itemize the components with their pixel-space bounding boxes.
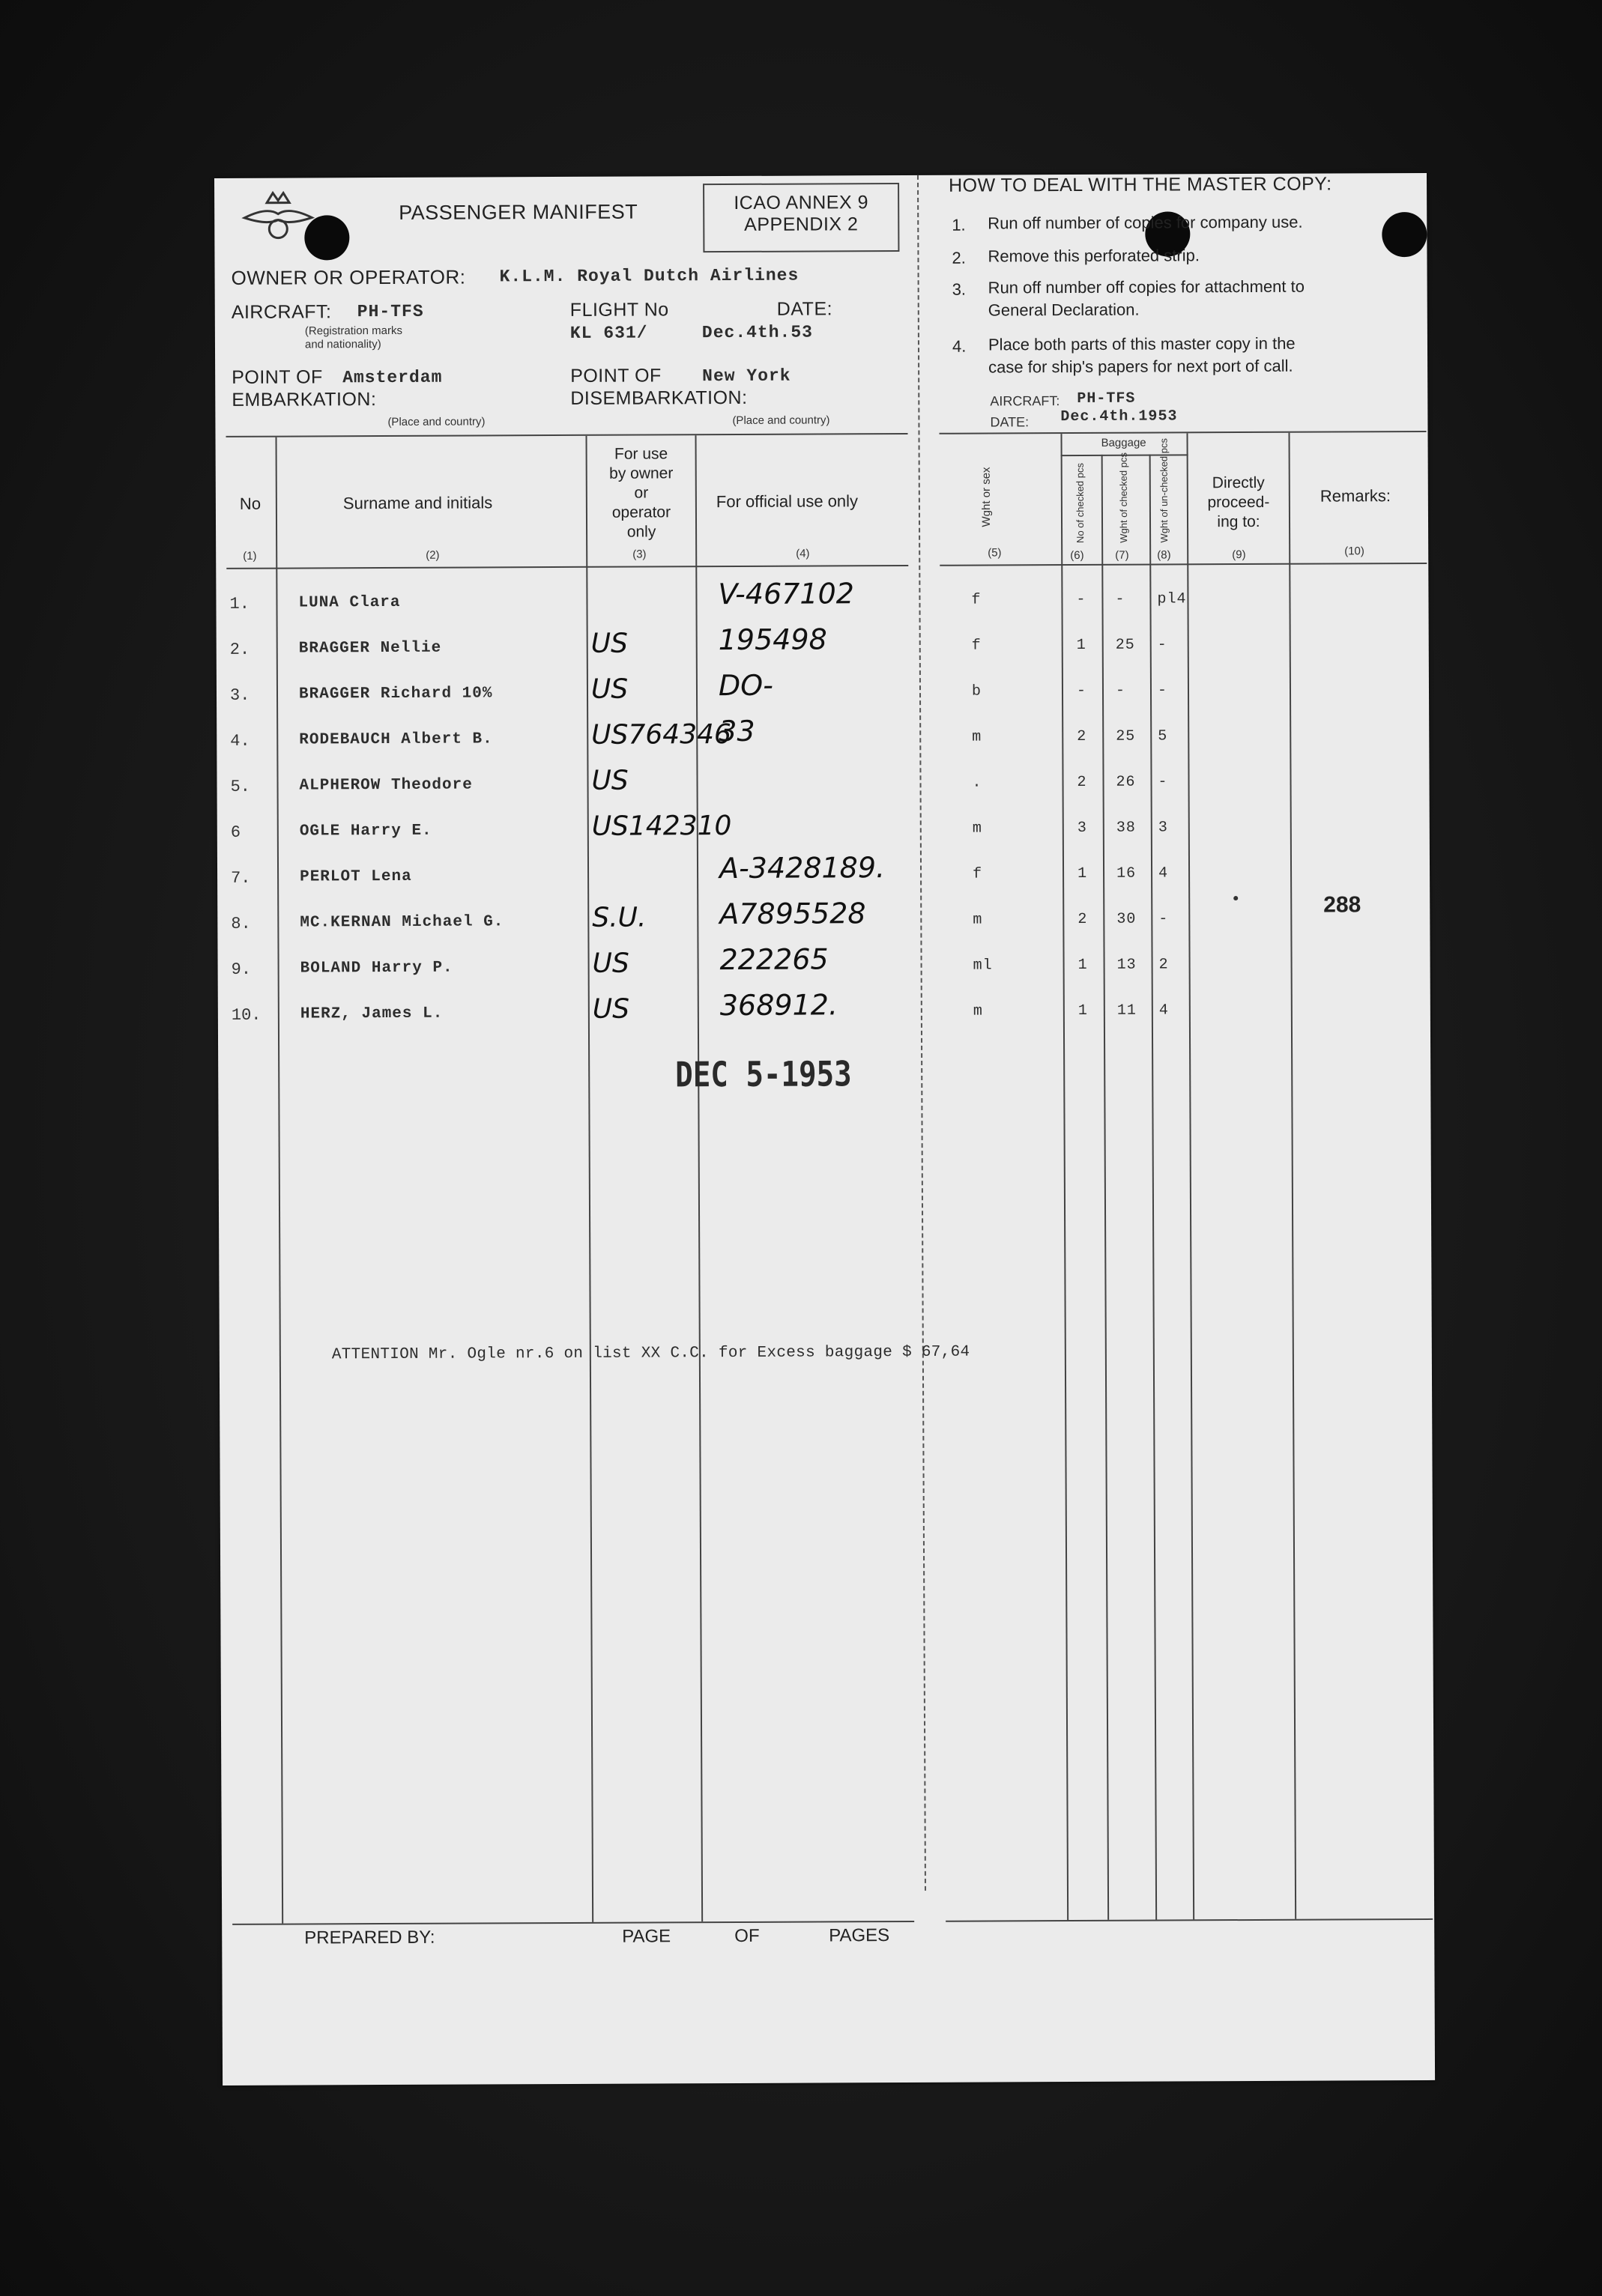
form-title: PASSENGER MANIFEST: [399, 200, 638, 224]
header-weight-sex: Wght or sex: [979, 467, 994, 527]
instruction-2-num: 2.: [952, 248, 966, 267]
passenger-name: OGLE Harry E.: [299, 822, 432, 840]
disembark-label-2: DISEMBARKATION:: [570, 387, 748, 409]
table-top-rule-right: [939, 431, 1426, 434]
owner-label: OWNER OR OPERATOR:: [231, 265, 466, 289]
passenger-name: MC.KERNAN Michael G.: [300, 913, 504, 932]
instruction-4-text: Place both parts of this master copy in the: [988, 333, 1296, 354]
weight-or-sex: m: [973, 1002, 983, 1020]
header-surname-index: (2): [426, 548, 440, 562]
disembark-value: New York: [702, 366, 791, 387]
embark-note: (Place and country): [387, 415, 486, 428]
official-use-entry: 368912.: [719, 988, 838, 1023]
passenger-name: BRAGGER Nellie: [298, 639, 442, 658]
col-divider-5: [1060, 434, 1068, 1920]
embark-label-2: EMBARKATION:: [232, 389, 377, 411]
table-top-rule: [226, 433, 908, 437]
official-use-entry: 33: [719, 714, 755, 748]
header-remarks-index: (10): [1344, 545, 1364, 558]
header-weight-sex-index: (5): [988, 546, 1002, 560]
header-direct-index: (9): [1232, 548, 1246, 562]
checked-weight: 38: [1116, 819, 1136, 837]
header-owner-use-3: or: [634, 484, 649, 502]
date-value: Dec.4th.53: [701, 322, 813, 343]
row-number: 8.: [231, 914, 251, 933]
col-divider-8: [1186, 433, 1194, 1919]
embark-value: Amsterdam: [342, 367, 443, 388]
manifest-sheet: [214, 173, 1435, 2086]
unchecked-weight: -: [1157, 636, 1167, 654]
header-owner-use-2: by owner: [609, 464, 674, 482]
official-use-entry: A7895528: [719, 897, 866, 931]
instruction-4-text2: case for ship's papers for next port of call.: [988, 356, 1293, 377]
annex-line-1: ICAO ANNEX 9: [734, 192, 869, 213]
weight-or-sex: f: [971, 591, 982, 609]
header-direct-3: ing to:: [1217, 512, 1260, 531]
official-use-entry: DO-: [718, 668, 773, 703]
checked-weight: -: [1115, 590, 1125, 608]
col-divider-7: [1149, 455, 1158, 1920]
header-unchecked-wght: Wght of un-checked pcs: [1158, 437, 1170, 543]
row-number: 6: [230, 823, 241, 842]
unchecked-weight: pl4: [1157, 590, 1187, 608]
passenger-name: HERZ, James L.: [300, 1005, 444, 1023]
passenger-name: ALPHEROW Theodore: [299, 776, 473, 795]
row-number: 10.: [231, 1005, 262, 1025]
owner-use-entry: US: [591, 765, 629, 796]
row-number: 2.: [229, 640, 250, 659]
date-label: DATE:: [776, 298, 833, 320]
perforation-line: [917, 175, 926, 1891]
embark-label-1: POINT OF: [232, 366, 323, 388]
weight-or-sex: f: [971, 637, 982, 655]
owner-value: K.L.M. Royal Dutch Airlines: [499, 265, 800, 287]
unchecked-weight: -: [1157, 682, 1168, 700]
header-direct-2: proceed-: [1207, 493, 1270, 512]
passenger-name: PERLOT Lena: [300, 867, 412, 886]
header-no-index: (1): [243, 549, 257, 563]
remarks-number: 288: [1323, 892, 1361, 918]
aircraft-note-1: (Registration marks: [304, 324, 402, 338]
header-checked-wght: Wght of checked pcs: [1117, 452, 1130, 543]
unchecked-weight: 4: [1158, 864, 1169, 882]
header-official-index: (4): [796, 547, 810, 560]
disembark-label-1: POINT OF: [570, 365, 662, 387]
klm-crown-logo: [237, 184, 319, 258]
header-direct-1: Directly: [1212, 473, 1265, 492]
weight-or-sex: .: [972, 774, 982, 792]
row-number: 5.: [230, 777, 251, 796]
owner-use-entry: US764346: [591, 718, 731, 751]
header-owner-use-5: only: [626, 523, 656, 541]
owner-use-entry: S.U.: [592, 902, 647, 933]
checked-pieces: 2: [1077, 727, 1087, 745]
passenger-name: RODEBAUCH Albert B.: [299, 730, 493, 749]
checked-pieces: 1: [1076, 636, 1086, 654]
weight-or-sex: ml: [973, 957, 993, 975]
strip-date-value: Dec.4th.1953: [1060, 408, 1178, 426]
flight-label: FLIGHT No: [569, 299, 669, 321]
table-bottom-rule-right: [946, 1918, 1433, 1922]
checked-pieces: 1: [1077, 864, 1088, 882]
strip-date-label: DATE:: [990, 414, 1030, 430]
owner-use-entry: US: [592, 993, 630, 1025]
instruction-3-text: Run off number off copies for attachment to: [988, 276, 1305, 297]
checked-pieces: 3: [1077, 819, 1087, 837]
checked-pieces: 1: [1077, 956, 1088, 974]
official-use-entry: A-3428189.: [719, 851, 886, 885]
aircraft-note-2: and nationality): [304, 338, 381, 351]
instruction-3-text2: General Declaration.: [988, 300, 1140, 320]
pages-label: PAGES: [829, 1925, 890, 1946]
disembark-note: (Place and country): [732, 414, 830, 427]
col-divider-9: [1288, 433, 1296, 1919]
unchecked-weight: 4: [1158, 1002, 1169, 1020]
remarks-dot: [1233, 896, 1238, 900]
table-bottom-rule: [232, 1921, 914, 1925]
header-checked-wght-index: (7): [1115, 548, 1129, 562]
header-unchecked-wght-index: (8): [1157, 548, 1171, 562]
weight-or-sex: f: [973, 865, 983, 883]
weight-or-sex: m: [973, 911, 983, 929]
header-baggage: Baggage: [1101, 436, 1146, 449]
header-owner-use-4: operator: [611, 503, 671, 521]
checked-pieces: 1: [1077, 1002, 1088, 1020]
official-use-entry: V-467102: [718, 577, 854, 611]
checked-weight: 16: [1116, 864, 1137, 882]
header-bottom-rule-right: [940, 563, 1427, 566]
page-label: PAGE: [622, 1926, 671, 1947]
header-no: No: [239, 494, 262, 513]
strip-aircraft-value: PH-TFS: [1077, 390, 1136, 408]
owner-use-entry: US142310: [591, 810, 732, 842]
prepared-by-label: PREPARED BY:: [304, 1927, 435, 1948]
attention-note: ATTENTION Mr. Ogle nr.6 on list XX C.C. for Excess baggage $ 67,64: [331, 1343, 970, 1364]
aircraft-label: AIRCRAFT:: [231, 301, 332, 323]
row-number: 7.: [231, 868, 251, 888]
passenger-name: LUNA Clara: [298, 593, 401, 612]
header-remarks: Remarks:: [1320, 486, 1391, 506]
col-divider-3: [695, 435, 704, 1921]
row-number: 3.: [229, 685, 250, 705]
header-official: For official use only: [716, 491, 859, 512]
instruction-2-text: Remove this perforated strip.: [988, 246, 1200, 266]
checked-weight: 25: [1115, 636, 1135, 654]
col-divider-6: [1101, 455, 1110, 1920]
unchecked-weight: 3: [1158, 819, 1168, 837]
owner-use-entry: US: [590, 673, 629, 705]
instruction-4-num: 4.: [952, 336, 967, 356]
checked-pieces: 2: [1077, 773, 1087, 791]
of-label: OF: [734, 1925, 760, 1946]
weight-or-sex: m: [972, 728, 982, 746]
checked-weight: -: [1115, 682, 1126, 700]
header-surname: Surname and initials: [342, 493, 493, 513]
instruction-3-num: 3.: [952, 279, 967, 299]
passenger-name: BRAGGER Richard 10%: [298, 685, 493, 703]
weight-or-sex: m: [972, 820, 982, 837]
official-use-entry: 195498: [718, 623, 827, 657]
annex-box: [703, 183, 899, 252]
row-number: 9.: [231, 960, 252, 979]
unchecked-weight: 2: [1158, 956, 1169, 974]
header-direct: [1188, 473, 1289, 533]
instruction-1-num: 1.: [952, 215, 966, 234]
strip-aircraft-label: AIRCRAFT:: [990, 393, 1060, 409]
checked-weight: 26: [1116, 773, 1136, 791]
instructions-title: HOW TO DEAL WITH THE MASTER COPY:: [948, 173, 1332, 196]
checked-weight: 13: [1116, 956, 1137, 974]
checked-weight: 25: [1116, 727, 1136, 745]
owner-use-entry: US: [590, 628, 629, 659]
header-checked-pcs-index: (6): [1070, 548, 1084, 563]
owner-use-entry: US: [592, 948, 629, 979]
aircraft-value: PH-TFS: [357, 301, 424, 322]
checked-weight: 30: [1116, 910, 1137, 928]
checked-pieces: 2: [1077, 910, 1088, 928]
date-received-stamp: DEC 5-1953: [675, 1053, 852, 1095]
punch-hole-right: [1382, 212, 1427, 257]
official-use-entry: 222265: [719, 942, 829, 977]
header-owner-use: [587, 444, 696, 542]
checked-pieces: -: [1076, 682, 1087, 700]
unchecked-weight: -: [1158, 773, 1168, 791]
header-checked-pcs: No of checked pcs: [1074, 462, 1086, 543]
annex-line-2: APPENDIX 2: [744, 213, 859, 235]
header-owner-use-index: (3): [632, 548, 647, 561]
flight-value: KL 631/: [569, 323, 648, 343]
row-number: 4.: [230, 731, 250, 751]
header-bottom-rule: [226, 565, 908, 569]
unchecked-weight: -: [1158, 910, 1169, 928]
checked-pieces: -: [1076, 590, 1086, 608]
weight-or-sex: b: [971, 682, 982, 700]
col-divider-1: [276, 437, 284, 1924]
unchecked-weight: 5: [1158, 727, 1168, 745]
checked-weight: 11: [1116, 1002, 1137, 1020]
instruction-1-text: Run off number of copies for company use.: [988, 212, 1303, 233]
header-owner-use-1: For use: [614, 445, 668, 463]
row-number: 1.: [229, 594, 250, 614]
passenger-name: BOLAND Harry P.: [300, 959, 453, 978]
